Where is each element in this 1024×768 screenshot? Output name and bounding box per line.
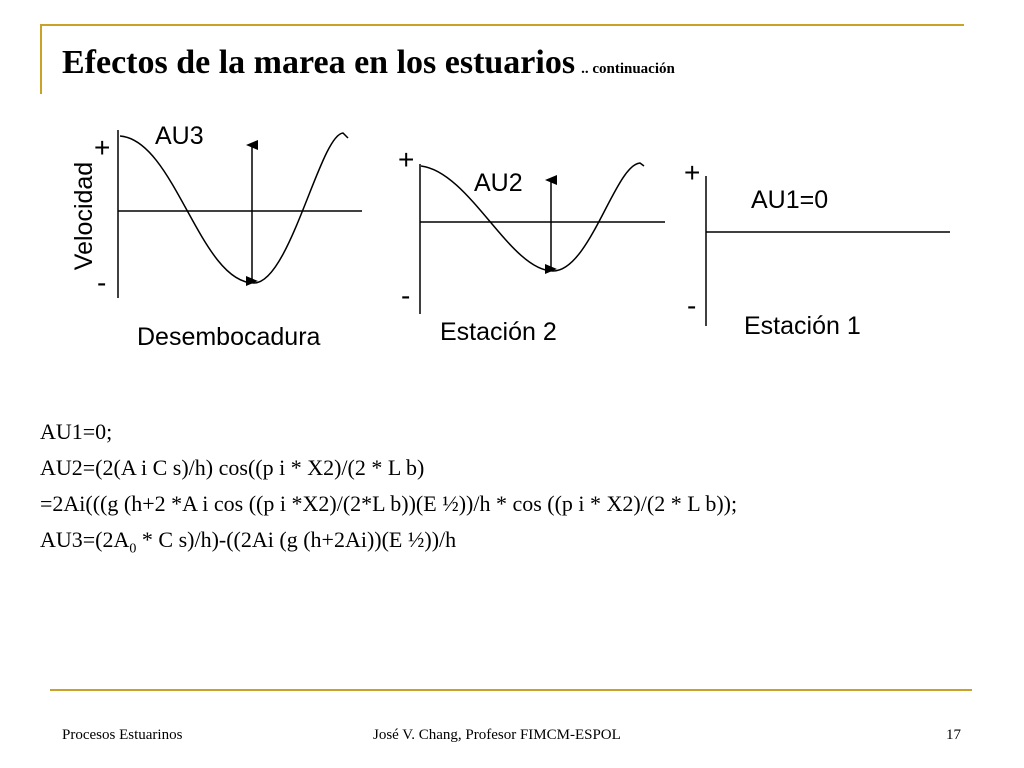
page-number: 17 xyxy=(946,727,961,743)
formula-au1: AU1=0; xyxy=(40,419,113,444)
panel2-station-label: Estación 2 xyxy=(440,318,557,346)
formula-au3-part1: AU3=(2A xyxy=(40,527,130,552)
formula-au3-part2: * C s)/h)-((2Ai (g (h+2Ai))(E ½))/h xyxy=(136,527,457,552)
title-text: Efectos de la marea en los estuarios xyxy=(62,44,576,81)
formula-au3-subscript: 0 xyxy=(129,541,137,557)
footer-center: José V. Chang, Profesor FIMCM-ESPOL xyxy=(373,727,621,743)
panel2-plus-sign: + xyxy=(398,144,415,175)
panel-desembocadura xyxy=(70,122,362,351)
panel2-minus-sign: - xyxy=(401,280,411,311)
panel1-plus-sign: + xyxy=(94,132,111,163)
panel1-minus-sign: - xyxy=(97,267,107,298)
formula-block xyxy=(40,414,737,558)
panel3-minus-sign: - xyxy=(687,290,697,321)
panel3-station-label: Estación 1 xyxy=(744,312,861,340)
panel-estacion-2 xyxy=(398,144,665,346)
top-accent-line xyxy=(40,24,964,26)
formula-au2-continuation: =2Ai(((g (h+2 *A i cos ((p i *X2)/(2*L b))(E ½))/h * cos ((p i * X2)/(2 * L b)); xyxy=(40,491,738,516)
panel2-curve-label: AU2 xyxy=(474,169,523,197)
formula-au2: AU2=(2(A i C s)/h) cos((p i * X2)/(2 * L b) xyxy=(40,455,425,480)
footer-left: Procesos Estuarinos xyxy=(62,727,183,743)
tide-velocity-diagrams xyxy=(0,110,1024,360)
panel-estacion-1 xyxy=(684,157,950,340)
velocity-axis-label: Velocidad xyxy=(70,161,98,271)
bottom-accent-line xyxy=(50,689,972,691)
panel1-curve-label: AU3 xyxy=(155,122,204,150)
slide-title xyxy=(62,44,675,82)
panel1-velocity-curve xyxy=(120,133,348,283)
panel3-plus-sign: + xyxy=(684,157,701,188)
panel1-station-label: Desembocadura xyxy=(137,323,321,351)
formula-au3 xyxy=(40,522,737,558)
panel2-velocity-curve xyxy=(421,163,644,271)
left-accent-line xyxy=(40,24,42,94)
title-suffix: .. continuación xyxy=(581,61,675,77)
panel3-curve-label: AU1=0 xyxy=(751,186,829,214)
